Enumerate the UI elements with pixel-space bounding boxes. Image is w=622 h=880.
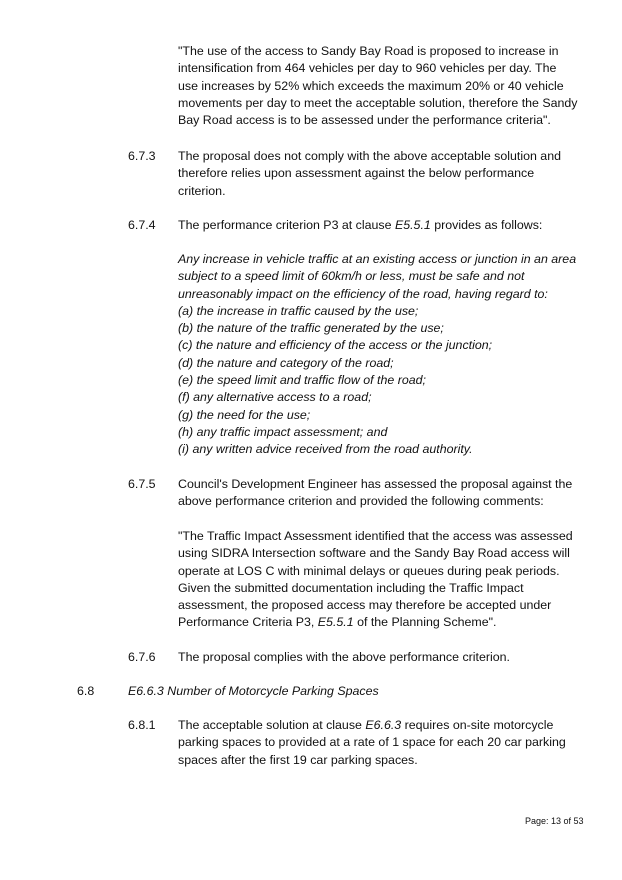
paragraph-6-7-4 xyxy=(178,217,578,234)
criterion-item: (i) any written advice received from the road authority. xyxy=(178,442,473,457)
paragraph-6-8-1 xyxy=(178,717,578,769)
paragraph-number-6-7-4: 6.7.4 xyxy=(128,218,156,232)
criterion-intro: Any increase in vehicle traffic at an existing access or junction in an area subject to a speed limit of 60km/h or less, must be safe and not unreasonably impact on the efficiency of the road, having regard to: xyxy=(178,252,577,301)
paragraph-6-7-4-text: The performance criterion P3 at clause xyxy=(178,218,395,232)
paragraph-6-7-3: The proposal does not comply with the above acceptable solution and therefore relies upon assessment against the below performance criterion. xyxy=(178,149,561,198)
paragraph-6-8-1-text-end: requires on-site motorcycle parking spaces to provided at a rate of 1 space for each 20 car parking spaces after the first 19 car parking spaces. xyxy=(178,718,566,767)
engineer-comments-quote xyxy=(178,528,578,632)
clause-reference: E5.5.1 xyxy=(317,615,354,630)
criterion-list xyxy=(178,303,578,459)
criterion-item: (e) the speed limit and traffic flow of the road; xyxy=(178,373,426,388)
criterion-item: (a) the increase in traffic caused by the use; xyxy=(178,303,419,318)
paragraph-6-8-1-text: The acceptable solution at clause xyxy=(178,718,366,732)
paragraph-number-6-7-5: 6.7.5 xyxy=(128,477,156,491)
paragraph-number-6-7-3: 6.7.3 xyxy=(128,149,156,163)
criterion-item: (h) any traffic impact assessment; and xyxy=(178,424,388,439)
criterion-item: (g) the need for the use; xyxy=(178,407,311,422)
paragraph-number-6-7-6: 6.7.6 xyxy=(128,650,156,664)
performance-criterion-block xyxy=(178,251,578,459)
criterion-item: (c) the nature and efficiency of the access or the junction; xyxy=(178,338,493,353)
clause-reference: E6.6.3 xyxy=(365,718,402,732)
section-number-6-8: 6.8 xyxy=(77,684,95,698)
paragraph-number-6-8-1: 6.8.1 xyxy=(128,718,156,732)
section-heading-6-8: E6.6.3 Number of Motorcycle Parking Spaces xyxy=(128,684,379,698)
criterion-item: (b) the nature of the traffic generated by the use; xyxy=(178,321,444,336)
page-number-footer: Page: 13 of 53 xyxy=(525,816,584,826)
paragraph-6-7-4-text-end: provides as follows: xyxy=(430,218,543,232)
paragraph-6-7-6: The proposal complies with the above performance criterion. xyxy=(178,650,510,664)
engineer-comments-text: "The Traffic Impact Assessment identified that the access was assessed using SIDRA Intersection software and the Sandy Bay Road access will operate at LOS C with minimal delays or queues during peak periods. Given the submitted documentation including the Traffic Impact assessment, the proposed access may therefore be accepted under Performance Criteria P3, xyxy=(178,529,573,630)
quoted-assessment-text: "The use of the access to Sandy Bay Road is proposed to increase in intensification from 464 vehicles per day to 960 vehicles per day. The use increases by 52% which exceeds the maximum 20% or 40 vehicle movements per day to meet the acceptable solution, therefore the Sandy Bay Road access is to be assessed under the performance criteria". xyxy=(178,44,578,128)
engineer-comments-text-end: of the Planning Scheme". xyxy=(353,615,497,630)
clause-reference: E5.5.1 xyxy=(394,218,431,232)
criterion-item: (d) the nature and category of the road; xyxy=(178,355,394,370)
criterion-item: (f) any alternative access to a road; xyxy=(178,390,372,405)
paragraph-6-7-5: Council's Development Engineer has assessed the proposal against the above performance criterion and provided the following comments: xyxy=(178,477,573,509)
